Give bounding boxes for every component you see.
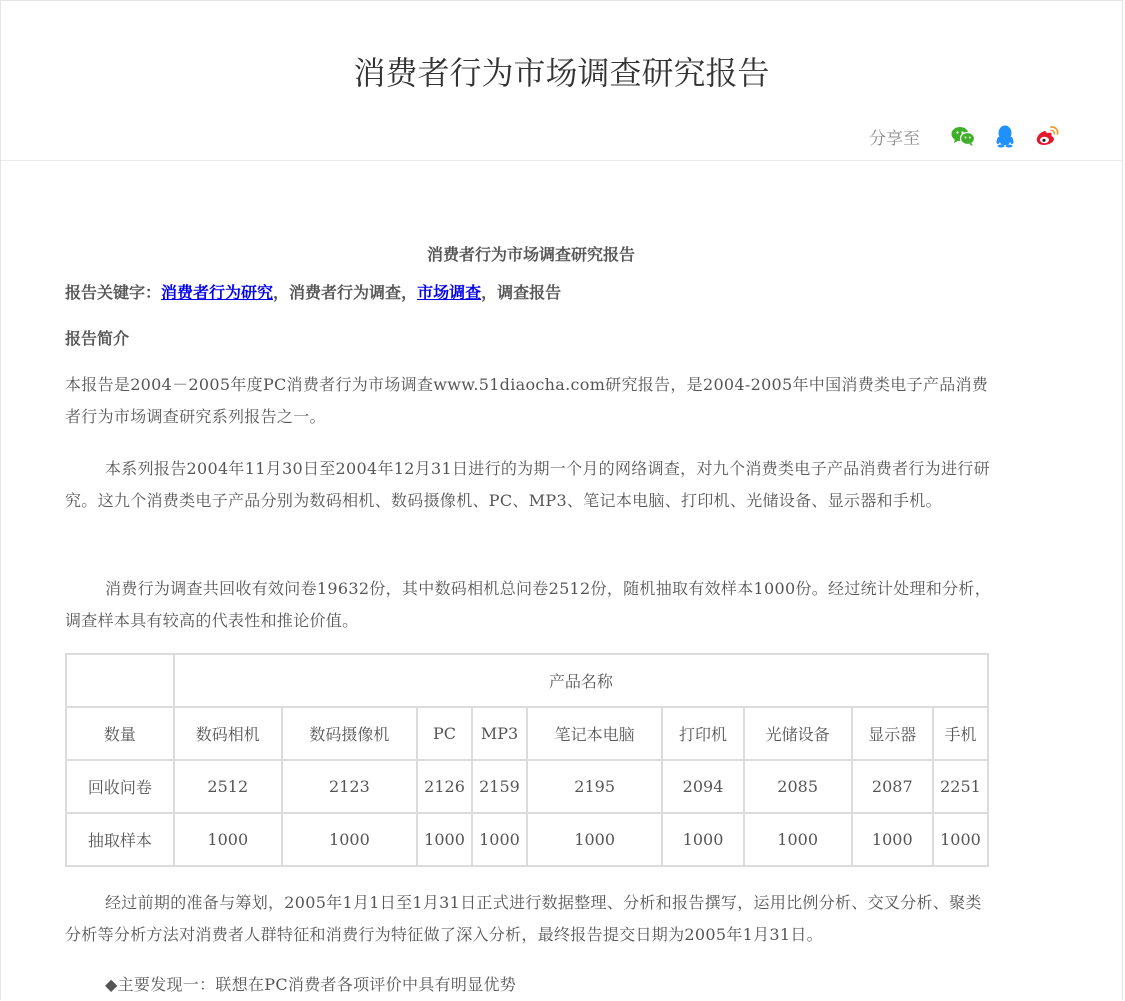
sample-table <box>65 653 989 867</box>
column-header: 显示器 <box>852 707 933 760</box>
keyword-survey-report: 调查报告 <box>497 283 562 302</box>
column-header: 手机 <box>933 707 988 760</box>
column-header: 打印机 <box>662 707 743 760</box>
table-cell: 1000 <box>472 813 527 866</box>
table-row-header: 数量 <box>66 707 174 760</box>
keyword-consumer-behavior-survey: 消费者行为调查 <box>289 283 402 302</box>
keyword-separator: ， <box>273 283 290 302</box>
share-bar <box>869 121 1060 151</box>
qq-icon[interactable] <box>992 123 1018 149</box>
keyword-separator: ， <box>401 283 418 302</box>
row-label: 回收问卷 <box>66 760 174 813</box>
column-header: 数码相机 <box>174 707 282 760</box>
table-group-header: 产品名称 <box>174 654 988 707</box>
column-header: MP3 <box>472 707 527 760</box>
table-header-row <box>66 654 988 707</box>
paragraph-analysis: 经过前期的准备与筹划，2005年1月1日至1月31日正式进行数据整理、分析和报告撰写，运用比例分析、交叉分析、聚类分析等分析方法对消费者人群特征和消费行为特征做了深入分析，最终报告提交日期为2005年1月31日。 <box>65 893 982 944</box>
page-header <box>1 1 1122 161</box>
table-cell: 1000 <box>933 813 988 866</box>
keyword-link-market-survey[interactable]: 市场调查 <box>417 283 482 302</box>
column-header: 笔记本电脑 <box>527 707 662 760</box>
paragraph-intro: 本报告是2004－2005年度PC消费者行为市场调查www.51diaocha.com研究报告，是2004-2005年中国消费类电子产品消费者行为市场调查研究系列报告之一。 <box>65 375 989 426</box>
report-keywords <box>65 281 561 305</box>
table-cell: 1000 <box>744 813 852 866</box>
table-cell: 2195 <box>527 760 662 813</box>
row-label: 抽取样本 <box>66 813 174 866</box>
table-cell: 1000 <box>527 813 662 866</box>
table-column-row <box>66 707 988 760</box>
column-header: PC <box>417 707 472 760</box>
table-cell: 2512 <box>174 760 282 813</box>
column-header: 光储设备 <box>744 707 852 760</box>
article-title: 消费者行为市场调查研究报告 <box>426 245 635 264</box>
table-cell: 2094 <box>662 760 743 813</box>
paragraph-series: 本系列报告2004年11月30日至2004年12月31日进行的为期一个月的网络调查，对九个消费类电子产品消费者行为进行研究。这九个消费类电子产品分别为数码相机、数码摄像机、PC、MP3、笔记本电脑、打印机、光储设备、显示器和手机。 <box>65 459 990 510</box>
keyword-separator: ， <box>481 283 498 302</box>
paragraph-sample: 消费行为调查共回收有效问卷19632份，其中数码相机总问卷2512份，随机抽取有效样本1000份。经过统计处理和分析，调查样本具有较高的代表性和推论价值。 <box>65 579 992 630</box>
keyword-link-consumer-behavior-research[interactable]: 消费者行为研究 <box>161 283 274 302</box>
table-cell: 2251 <box>933 760 988 813</box>
weibo-icon[interactable] <box>1034 123 1060 149</box>
intro-heading: 报告简介 <box>65 329 130 348</box>
table-cell: 2126 <box>417 760 472 813</box>
keywords-label: 报告关键字： <box>65 283 162 302</box>
table-cell: 2087 <box>852 760 933 813</box>
table-row <box>66 813 988 866</box>
paragraph-finding-1: ◆主要发现一：联想在PC消费者各项评价中具有明显优势 <box>105 975 517 994</box>
table-cell: 1000 <box>417 813 472 866</box>
table-cell: 1000 <box>282 813 417 866</box>
table-cell: 1000 <box>852 813 933 866</box>
table-cell: 1000 <box>174 813 282 866</box>
wechat-icon[interactable] <box>950 123 976 149</box>
table-cell: 2123 <box>282 760 417 813</box>
page-title: 消费者行为市场调查研究报告 <box>353 54 770 92</box>
table-cell: 2085 <box>744 760 852 813</box>
table-cell: 1000 <box>662 813 743 866</box>
table-row <box>66 760 988 813</box>
column-header: 数码摄像机 <box>282 707 417 760</box>
share-label: 分享至 <box>869 128 920 149</box>
table-cell: 2159 <box>472 760 527 813</box>
table-corner-cell <box>66 654 174 707</box>
